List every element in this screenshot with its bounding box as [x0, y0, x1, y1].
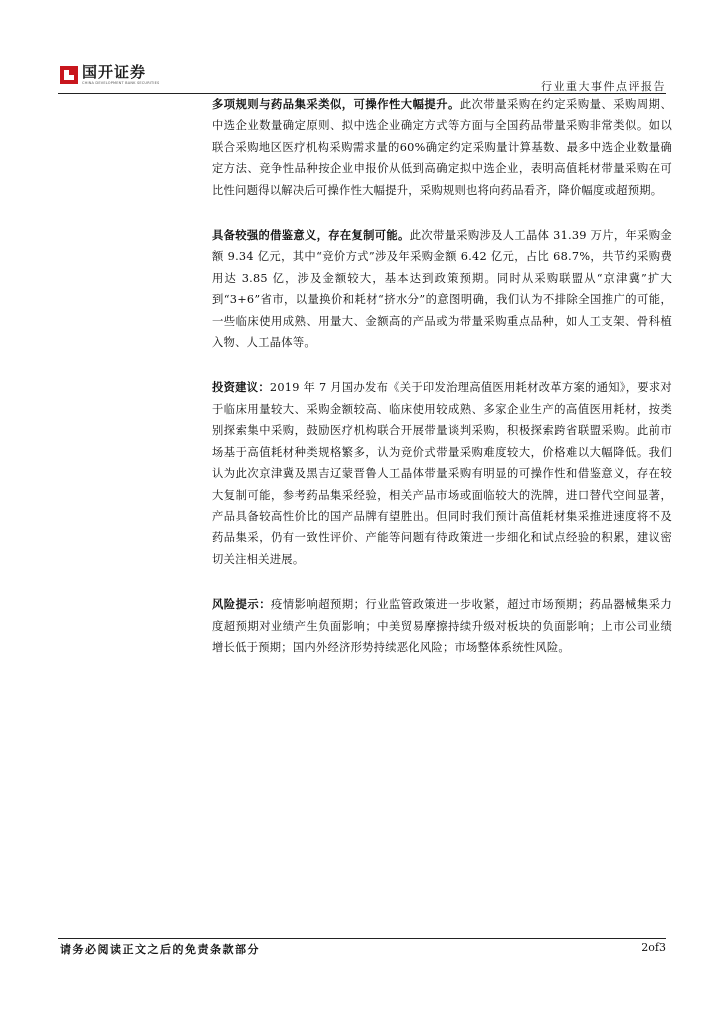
brand-logo: [60, 64, 159, 85]
report-body: [212, 94, 672, 682]
paragraph-rules: [212, 94, 672, 201]
paragraph-lead: 风险提示：: [212, 598, 272, 612]
paragraph-lead: 投资建议：: [212, 381, 270, 395]
footer-divider: [58, 938, 666, 939]
paragraph-reference: [212, 225, 672, 353]
report-type: 行业重大事件点评报告: [541, 80, 666, 93]
paragraph-lead: 多项规则与药品集采类似，可操作性大幅提升。: [212, 98, 460, 111]
footer-disclaimer: 请务必阅读正文之后的免责条款部分: [60, 943, 260, 956]
paragraph-lead: 具备较强的借鉴意义，存在复制可能。: [212, 229, 410, 243]
paragraph-investment-advice: [212, 377, 672, 570]
page-number: 2of3: [641, 941, 666, 954]
paragraph-text: 疫情影响超预期；行业监管政策进一步收紧，超过市场预期；药品器械集采力度超预期对业绩产生负面影响；中美贸易摩擦持续升级对板块的负面影响；上市公司业绩增长低于预期；国内外经济形势持续恶化风险；市场整体系统性风险。: [212, 598, 672, 654]
brand-name-en: CHINA DEVELOPMENT BANK SECURITIES: [82, 81, 160, 85]
paragraph-text: 2019 年 7 月国办发布《关于印发治理高值医用耗材改革方案的通知》，要求对于临床用量较大、采购金额较高、临床使用较成熟、多家企业生产的高值医用耗材，按类别探索集中采购，鼓励医疗机构联合开展带量谈判采购，积极探索跨省联盟采购。此前市场基于高值耗材种类规格繁多，认为竞价式带量采购难度较大，价格难以大幅降低。我们认为此次京津冀及黑吉辽蒙晋鲁人工晶体带量采购有明显的可操作性和借鉴意义，存在较大复制可能，参考药品集采经验，相关产品市场或面临较大的洗牌，进口替代空间显著，产品具备较高性价比的国产品牌有望胜出。但同时我们预计高值耗材集采推进速度将不及药品集采，仍有一致性评价、产能等问题有待政策进一步细化和试点经验的积累，建议密切关注相关进展。: [212, 381, 672, 566]
brand-name: 国开证券: [82, 63, 147, 81]
paragraph-risk: [212, 594, 672, 658]
paragraph-text: 此次带量采购涉及人工晶体 31.39 万片，年采购金额 9.34 亿元，其中“竞价方式”涉及年采购金额 6.42 亿元，占比 68.7%，共节约采购费用达 3.85 亿，涉及金额较大，基本达到政策预期。同时从采购联盟从“京津冀”扩大到“3+6”省市，以量换价和耗材“挤水分”的意图明确，我们认为不排除全国推广的可能，一些临床使用成熟、用量大、金额高的产品或为带量采购重点品种，如人工支架、骨科植入物、人工晶体等。: [212, 229, 672, 350]
brand-mark-icon: [60, 66, 78, 84]
paragraph-text: 此次带量采购在约定采购量、采购周期、中选企业数量确定原则、拟中选企业确定方式等方面与全国药品带量采购非常类似。如以联合采购地区医疗机构采购需求量的60%确定约定采购量计算基数、最多中选企业数量确定方法、竞争性品种按企业申报价从低到高确定拟中选企业，表明高值耗材带量采购在可比性问题得以解决后可操作性大幅提升，采购规则也将向药品看齐，降价幅度或超预期。: [212, 98, 672, 197]
